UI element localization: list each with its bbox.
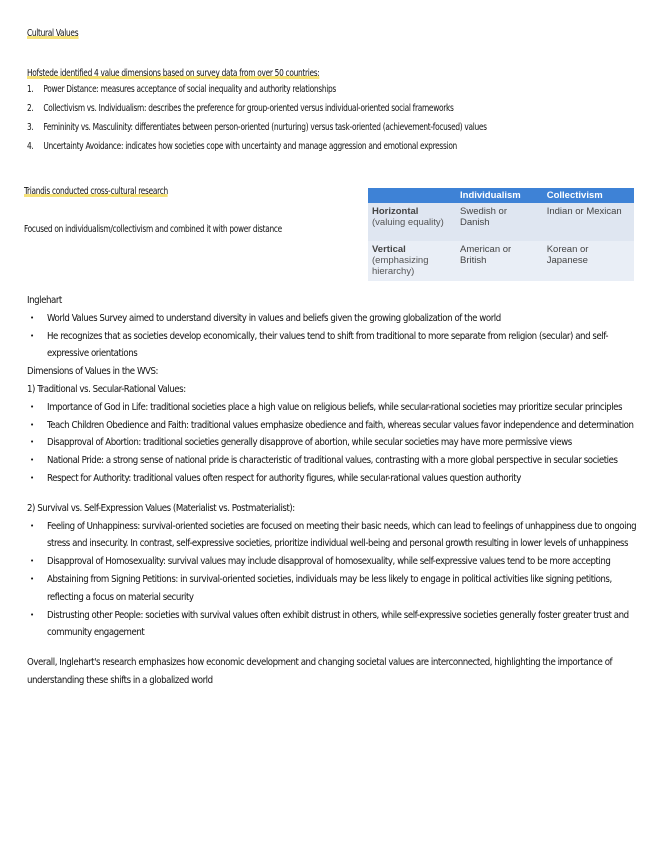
list-item: • World Values Survey aimed to understand diversity in values and beliefs given the growing globalization of the world (27, 310, 642, 328)
table-row (368, 241, 634, 281)
list-item: • Distrusting other People: societies with survival values often exhibit distrust in others, while self-expressive societies generally foster greater trust and community engagement (27, 607, 642, 643)
dimension-1-bullets (27, 399, 642, 488)
table-cell: Indian or Mexican (543, 203, 634, 241)
dimensions-heading: Dimensions of Values in the WVS: (27, 366, 158, 378)
row-header-horizontal: Horizontal (valuing equality) (368, 203, 456, 241)
table-cell: American or British (456, 241, 543, 281)
list-item: • Disapproval of Abortion: traditional societies generally disapprove of abortion, while secular societies may have more permissive views (27, 434, 642, 452)
dimension-2-bullets (27, 518, 642, 643)
inglehart-section (27, 292, 642, 690)
inglehart-heading: Inglehart (27, 295, 62, 306)
column-header-individualism: Individualism (456, 188, 543, 203)
triandis-heading: Triandis conducted cross-cultural research (24, 186, 168, 197)
culture-matrix-table (368, 188, 634, 281)
list-item: 3. Femininity vs. Masculinity: differentiates between person-oriented (nurturing) versus task-oriented (achievement-focused) values (27, 122, 487, 133)
list-item: • Teach Children Obedience and Faith: traditional values emphasize obedience and faith, whereas secular values favor independence and determination (27, 417, 642, 435)
list-item: 4. Uncertainty Avoidance: indicates how societies cope with uncertainty and manage aggression and emotional expression (27, 141, 457, 152)
table-cell: Swedish or Danish (456, 203, 543, 241)
list-item: • National Pride: a strong sense of national pride is characteristic of traditional values, contrasting with a more global perspective in secular societies (27, 452, 642, 470)
list-item: • Abstaining from Signing Petitions: in survival-oriented societies, individuals may be less likely to engage in political activities like signing petitions, reflecting a focus on material security (27, 571, 642, 607)
list-item: • He recognizes that as societies develop economically, their values tend to shift from traditional to more separate from religion (secular) and self-expressive orientations (27, 328, 642, 364)
table-header-row (368, 188, 634, 203)
hofstede-intro: Hofstede identified 4 value dimensions based on survey data from over 50 countries: (27, 68, 320, 79)
page-title: Cultural Values (27, 28, 79, 39)
list-item: 2. Collectivism vs. Individualism: describes the preference for group-oriented versus individual-oriented social frameworks (27, 103, 454, 114)
list-item: • Disapproval of Homosexuality: survival values may include disapproval of homosexuality, while self-expressive values tend to be more accepting (27, 553, 642, 571)
closing-paragraph: Overall, Inglehart's research emphasizes how economic development and changing societal values are interconnected, highlighting the importance of understanding these shifts in a globalized world (27, 657, 613, 686)
list-item: • Importance of God in Life: traditional societies place a high value on religious beliefs, while secular-rational societies may prioritize secular principles (27, 399, 642, 417)
table-cell: Korean or Japanese (543, 241, 634, 281)
table-row (368, 203, 634, 241)
list-item: • Respect for Authority: traditional values often respect for authority figures, while secular-rational values question authority (27, 470, 642, 488)
dimension-2-heading: 2) Survival vs. Self-Expression Values (Materialist vs. Postmaterialist): (27, 502, 295, 514)
column-header-collectivism: Collectivism (543, 188, 634, 203)
list-item: 1. Power Distance: measures acceptance of social inequality and authority relationships (27, 84, 336, 95)
hofstede-dimension-list (27, 80, 562, 156)
table-corner-cell (368, 188, 456, 203)
list-item: • Feeling of Unhappiness: survival-oriented societies are focused on meeting their basic needs, which can lead to feelings of unhappiness due to ongoing stress and insecurity. In contrast, self-expressive societies, prioritize individual well-being and personal growth resulting in lower levels of unhappiness (27, 518, 642, 554)
dimension-1-heading: 1) Traditional vs. Secular-Rational Values: (27, 383, 186, 395)
triandis-body: Focused on individualism/collectivism and combined it with power distance (24, 224, 282, 235)
inglehart-bullets (27, 310, 642, 363)
row-header-vertical: Vertical (emphasizing hierarchy) (368, 241, 456, 281)
